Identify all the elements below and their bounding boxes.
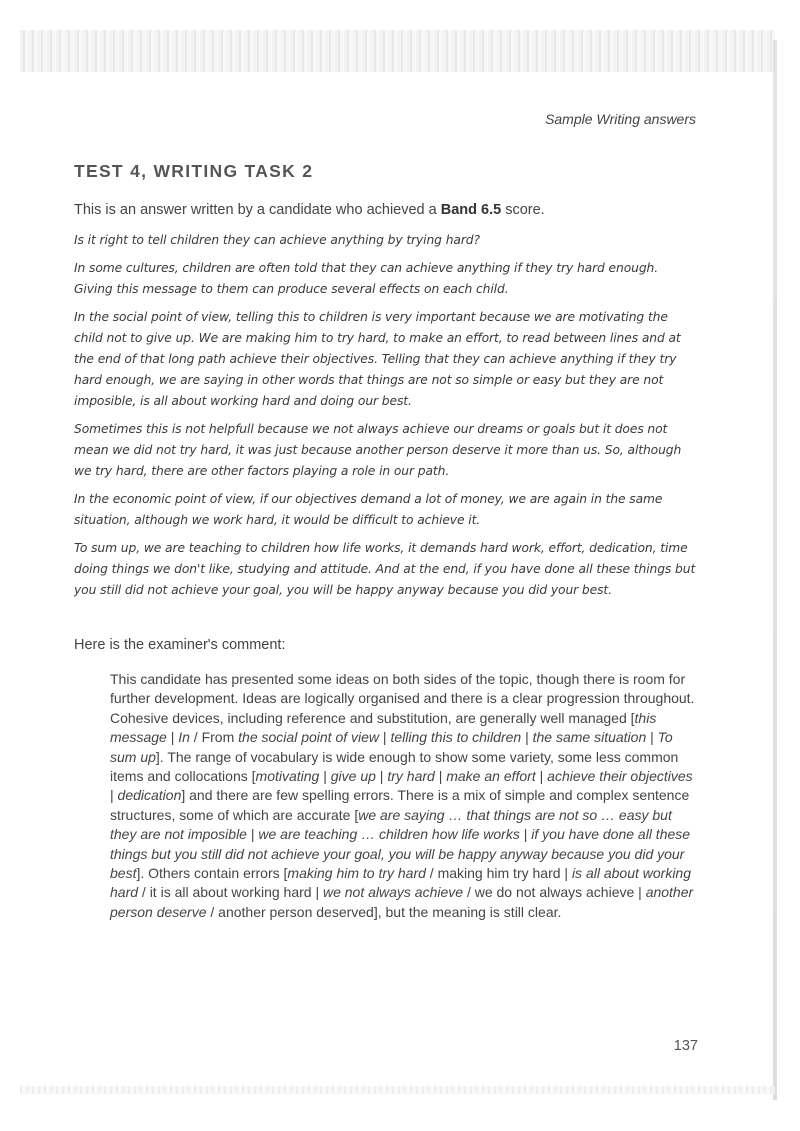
comment-text: | xyxy=(110,787,118,804)
quoted-example: dedication xyxy=(117,787,182,804)
quoted-example: motivating xyxy=(255,768,320,785)
scan-artifact-right-edge xyxy=(773,40,777,1100)
comment-text: | xyxy=(379,729,391,746)
comment-text: | xyxy=(521,729,533,746)
comment-text: | xyxy=(246,826,259,843)
intro-after: score. xyxy=(501,202,545,218)
quoted-example: To sum up xyxy=(110,729,673,765)
comment-text: | xyxy=(646,729,658,746)
quoted-example: telling this to children xyxy=(390,729,522,746)
comment-text: / we do not always achieve | xyxy=(463,884,646,901)
comment-text: | xyxy=(535,768,548,785)
quoted-example: try hard xyxy=(387,768,435,785)
scan-artifact-top xyxy=(20,30,775,72)
essay-paragraph-1: In some cultures, children are often told that they can achieve anything if they try hard enough. Giving this message to them can produce several effects on each child. xyxy=(74,261,659,296)
comment-text: ]. The range of vocabulary is wide enough to show some variety, some less common items and collocations [ xyxy=(110,748,679,785)
band-score: Band 6.5 xyxy=(440,202,502,218)
comment-text: ] and there are few spelling errors. There is a mix of simple and complex sentence structures, some of which are accurate [ xyxy=(110,787,690,823)
quoted-example: In xyxy=(178,729,190,746)
quoted-example: give up xyxy=(330,768,376,785)
quoted-example: this message xyxy=(110,709,657,746)
comment-text: This candidate has presented some ideas on both sides of the topic, though there is room for further development. Ideas are logically organised and there is a clear progression throughout. Cohesive devices, including reference and substitution, are generally well managed [ xyxy=(110,671,695,726)
quoted-example: we are saying … that things are not so … easy but they are not imposible xyxy=(110,806,672,843)
examiner-heading: Here is the examiner's comment: xyxy=(74,637,286,653)
essay-paragraph-2: In the social point of view, telling this to children is very important because we are motivating the child not to give up. We are making him to try hard, to make an effort, to read between lines and at the end of that long path achieve their objectives. Telling that they can achieve anything if they try hard enough, we are saying in other words that things are not so simple or easy but they are not imposible, is all about working hard and doing our best. xyxy=(74,310,681,408)
comment-text: ]. Others contain errors [ xyxy=(136,865,288,882)
running-header: Sample Writing answers xyxy=(545,111,696,127)
comment-text: | xyxy=(375,768,388,785)
quoted-example: we are teaching … children how life works xyxy=(258,826,520,843)
quoted-example: achieve their objectives xyxy=(547,768,693,785)
intro-line xyxy=(74,202,704,218)
essay-paragraph-3: Sometimes this is not helpfull because we not always achieve our dreams or goals but it does not mean we did not try hard, it was just because another person deserve it more than us. So, although we try hard, there are other factors playing a role in our path. xyxy=(74,422,682,478)
page-title: TEST 4, WRITING TASK 2 xyxy=(74,161,314,181)
quoted-example: another person deserve xyxy=(110,884,694,920)
quoted-example: making him to try hard xyxy=(287,865,426,882)
examiner-comment xyxy=(110,670,700,922)
essay-question: Is it right to tell children they can achieve anything by trying hard? xyxy=(74,233,480,247)
comment-text: | xyxy=(519,826,532,843)
essay-paragraph-5: To sum up, we are teaching to children how life works, it demands hard work, effort, dedication, time doing things we don't like, studying and attitude. And at the end, if you have done all these things but you still did not achieve your goal, you will be happy anyway because you did your best. xyxy=(74,541,696,597)
intro-before: This is an answer written by a candidate who achieved a xyxy=(74,202,441,218)
comment-text: / From xyxy=(189,729,239,746)
comment-text: | xyxy=(319,768,331,785)
comment-text: | xyxy=(434,768,447,785)
quoted-example: the social point of view xyxy=(238,729,380,746)
comment-text: | xyxy=(166,729,179,746)
quoted-example: make an effort xyxy=(446,768,536,785)
essay-paragraph-4: In the economic point of view, if our objectives demand a lot of money, we are again in the same situation, although we work hard, it would be difficult to achieve it. xyxy=(74,492,663,527)
quoted-example: is all about working hard xyxy=(110,865,691,901)
page-number: 137 xyxy=(673,1038,698,1054)
quoted-example: if you have done all these things but you still did not achieve your goal, you will be happy anyway because you did your best xyxy=(110,826,691,882)
candidate-essay xyxy=(74,230,698,608)
comment-text: / it is all about working hard | xyxy=(138,884,323,901)
quoted-example: the same situation xyxy=(532,729,647,746)
comment-text: / making him try hard | xyxy=(425,865,572,882)
comment-text: / another person deserved], but the meaning is still clear. xyxy=(206,903,562,920)
quoted-example: we not always achieve xyxy=(322,884,464,901)
scan-artifact-bottom xyxy=(20,1086,775,1094)
